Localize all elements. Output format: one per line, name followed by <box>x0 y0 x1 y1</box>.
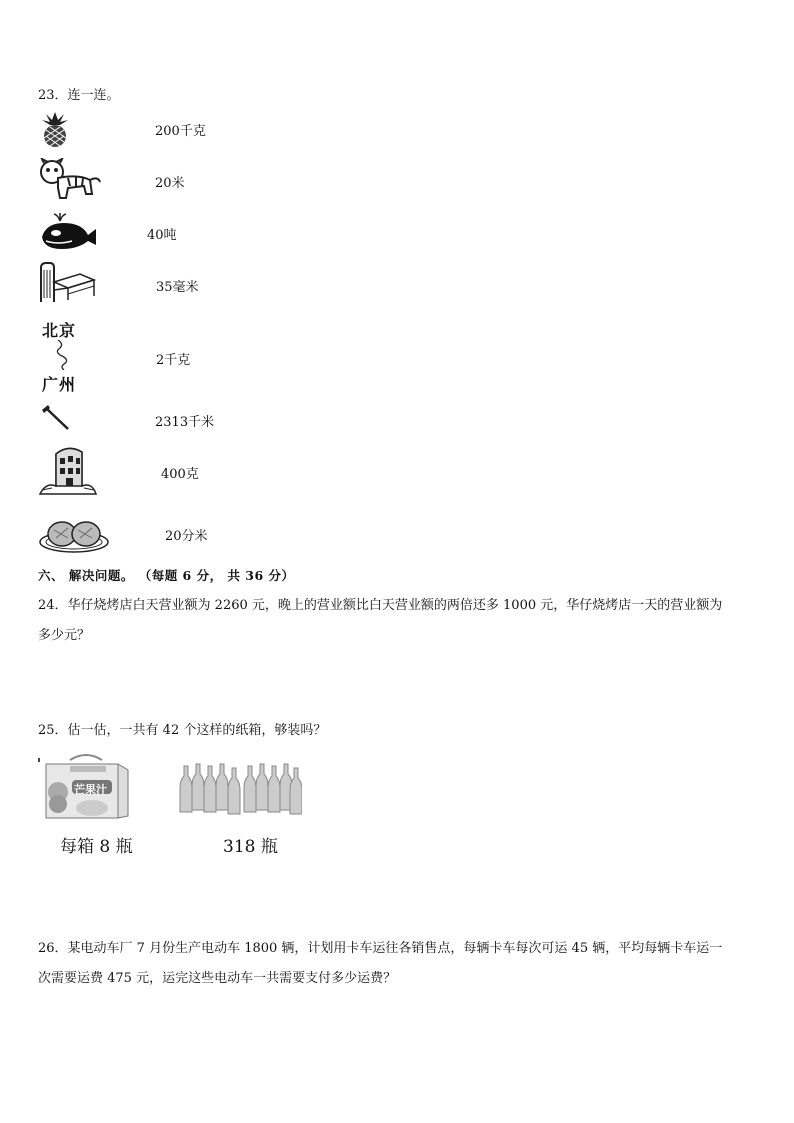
match-label-2: 20米 <box>155 176 185 191</box>
map-label-guangzhou: 广州 <box>42 375 77 394</box>
match-label-7: 400克 <box>161 467 199 482</box>
bed-icon <box>38 260 96 304</box>
whale-icon <box>38 211 100 251</box>
map-label-beijing: 北京 <box>42 321 77 340</box>
q24-line2: 多少元？ <box>38 628 91 643</box>
match-label-4: 35毫米 <box>156 280 199 295</box>
tiger-icon <box>38 158 102 202</box>
bottles-icon <box>178 762 302 816</box>
match-label-1: 200千克 <box>155 124 206 139</box>
cookies-plate-icon <box>38 512 110 554</box>
q26-line2: 次需要运费 475 元，运完这些电动车一共需要支付多少运费？ <box>38 971 397 986</box>
nail-icon <box>40 404 72 432</box>
pineapple-icon <box>38 110 72 148</box>
building-icon <box>38 442 98 496</box>
stray-mark <box>38 758 40 762</box>
juice-box-brand: 芒果汁 <box>74 783 107 796</box>
match-label-3: 40吨 <box>147 228 177 243</box>
q23-title: 23．连一连。 <box>38 88 120 103</box>
match-label-8: 20分米 <box>165 529 208 544</box>
q24-line1: 24．华仔烧烤店白天营业额为 2260 元，晚上的营业额比白天营业额的两倍还多 1000 元，华仔烧烤店一天的营业额为 <box>38 598 723 613</box>
section-6-heading: 六、 解决问题。 （每题 6 分， 共 36 分） <box>38 568 295 583</box>
match-label-6: 2313千米 <box>155 415 215 430</box>
q26-line1: 26．某电动车厂 7 月份生产电动车 1800 辆，计划用卡车运往各销售点，每辆卡车每次可运 45 辆，平均每辆卡车运一 <box>38 941 723 956</box>
caption-per-box: 每箱 8 瓶 <box>60 837 133 857</box>
match-label-5: 2千克 <box>156 353 191 368</box>
q25-text: 25．估一估，一共有 42 个这样的纸箱，够装吗？ <box>38 723 327 738</box>
caption-total-bottles: 318 瓶 <box>223 837 278 857</box>
beijing-guangzhou-map-icon <box>50 340 76 370</box>
